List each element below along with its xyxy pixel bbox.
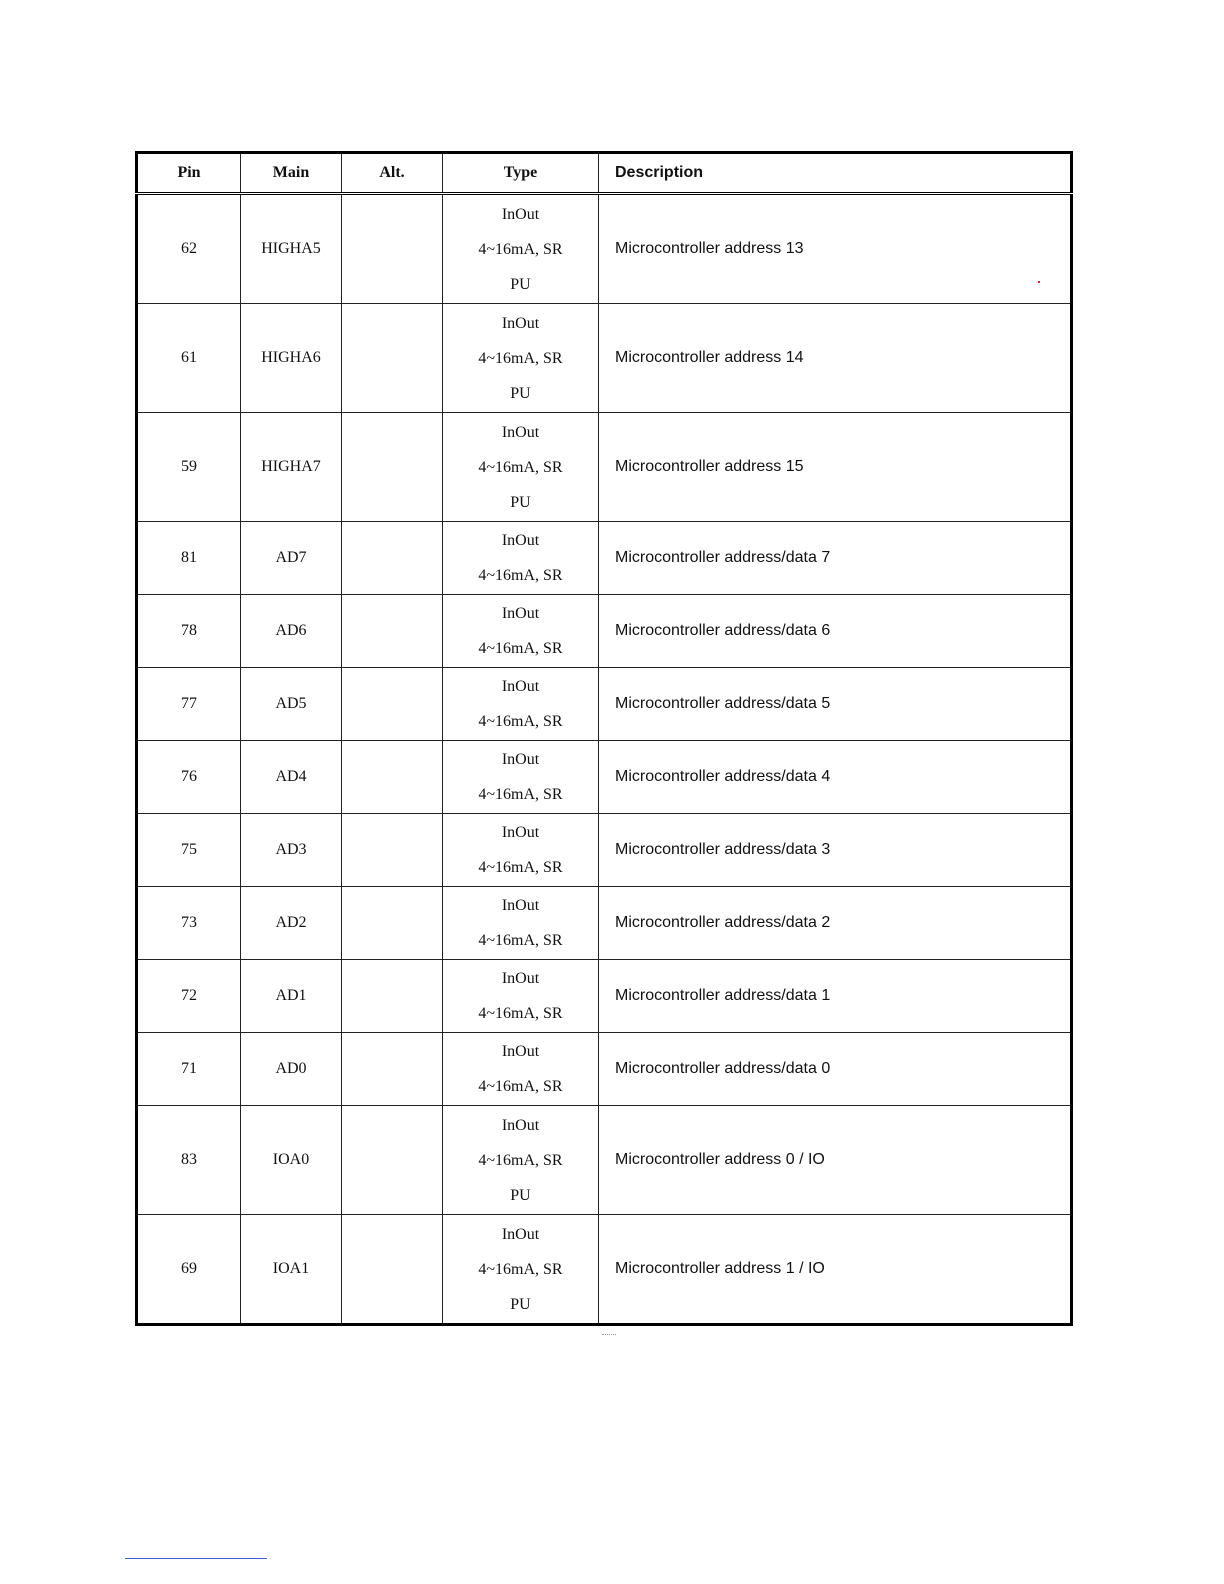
type-line: 4~16mA, SR bbox=[478, 349, 563, 367]
cell-pin: 61 bbox=[137, 304, 241, 413]
table-body bbox=[137, 194, 1072, 1325]
cell-type bbox=[443, 1033, 599, 1106]
cell-type bbox=[443, 1215, 599, 1325]
header-main: Main bbox=[241, 153, 342, 194]
cell-type bbox=[443, 413, 599, 522]
header-pin: Pin bbox=[137, 153, 241, 194]
cell-main: HIGHA6 bbox=[241, 304, 342, 413]
cell-type bbox=[443, 668, 599, 741]
type-line: 4~16mA, SR bbox=[478, 240, 563, 258]
type-line: InOut bbox=[501, 423, 540, 441]
type-line: 4~16mA, SR bbox=[478, 1005, 563, 1022]
cell-type bbox=[443, 304, 599, 413]
cell-main: AD5 bbox=[241, 668, 342, 741]
table-row bbox=[137, 960, 1072, 1033]
cell-type bbox=[443, 522, 599, 595]
cell-description: Microcontroller address/data 0 bbox=[599, 1033, 1072, 1106]
table-row bbox=[137, 194, 1072, 304]
cell-pin: 73 bbox=[137, 887, 241, 960]
table-row bbox=[137, 1106, 1072, 1215]
type-line: InOut bbox=[501, 751, 540, 768]
cell-pin: 59 bbox=[137, 413, 241, 522]
table-row bbox=[137, 741, 1072, 814]
cell-alt bbox=[342, 595, 443, 668]
cell-alt bbox=[342, 960, 443, 1033]
cell-type bbox=[443, 1106, 599, 1215]
cell-alt bbox=[342, 887, 443, 960]
cell-description: Microcontroller address 13 bbox=[599, 194, 1072, 304]
cell-main: AD2 bbox=[241, 887, 342, 960]
cell-main: AD7 bbox=[241, 522, 342, 595]
cell-description: Microcontroller address 15 bbox=[599, 413, 1072, 522]
table-row bbox=[137, 304, 1072, 413]
type-line: 4~16mA, SR bbox=[478, 859, 563, 876]
header-description: Description bbox=[599, 153, 1072, 194]
cell-main: AD0 bbox=[241, 1033, 342, 1106]
cell-description: Microcontroller address/data 7 bbox=[599, 522, 1072, 595]
cell-alt bbox=[342, 1106, 443, 1215]
cell-type bbox=[443, 887, 599, 960]
cell-main: AD3 bbox=[241, 814, 342, 887]
cell-description: Microcontroller address/data 4 bbox=[599, 741, 1072, 814]
cell-alt bbox=[342, 413, 443, 522]
type-line: 4~16mA, SR bbox=[478, 1078, 563, 1095]
cell-pin: 71 bbox=[137, 1033, 241, 1106]
type-line: PU bbox=[510, 1186, 531, 1204]
header-type: Type bbox=[443, 153, 599, 194]
cell-main: HIGHA7 bbox=[241, 413, 342, 522]
type-line: 4~16mA, SR bbox=[478, 458, 563, 476]
cell-pin: 62 bbox=[137, 194, 241, 304]
table-row bbox=[137, 1033, 1072, 1106]
type-line: 4~16mA, SR bbox=[478, 932, 563, 949]
type-line: InOut bbox=[501, 897, 540, 914]
cell-description: Microcontroller address/data 1 bbox=[599, 960, 1072, 1033]
cell-description: Microcontroller address/data 6 bbox=[599, 595, 1072, 668]
cell-alt bbox=[342, 194, 443, 304]
cell-alt bbox=[342, 304, 443, 413]
type-line: 4~16mA, SR bbox=[478, 1151, 563, 1169]
type-line: PU bbox=[510, 275, 531, 293]
type-line: 4~16mA, SR bbox=[478, 640, 563, 657]
type-line: InOut bbox=[501, 824, 540, 841]
type-line: PU bbox=[510, 1295, 531, 1313]
cell-alt bbox=[342, 814, 443, 887]
cell-pin: 75 bbox=[137, 814, 241, 887]
cell-pin: 81 bbox=[137, 522, 241, 595]
cell-main: HIGHA5 bbox=[241, 194, 342, 304]
type-line: InOut bbox=[501, 605, 540, 622]
cell-main: AD4 bbox=[241, 741, 342, 814]
cell-alt bbox=[342, 522, 443, 595]
cell-alt bbox=[342, 1033, 443, 1106]
type-line: 4~16mA, SR bbox=[478, 567, 563, 584]
cell-type bbox=[443, 741, 599, 814]
type-line: InOut bbox=[501, 1225, 540, 1243]
cell-type bbox=[443, 595, 599, 668]
cell-main: IOA1 bbox=[241, 1215, 342, 1325]
type-line: PU bbox=[510, 384, 531, 402]
table-row bbox=[137, 887, 1072, 960]
type-line: 4~16mA, SR bbox=[478, 1260, 563, 1278]
footnote-rule bbox=[125, 1558, 267, 1559]
cell-type bbox=[443, 960, 599, 1033]
cell-description: Microcontroller address 0 / IO bbox=[599, 1106, 1072, 1215]
cell-type bbox=[443, 194, 599, 304]
page-mark bbox=[602, 1334, 616, 1337]
cell-pin: 76 bbox=[137, 741, 241, 814]
type-line: InOut bbox=[501, 1116, 540, 1134]
cell-alt bbox=[342, 1215, 443, 1325]
table-row bbox=[137, 1215, 1072, 1325]
stray-mark bbox=[1038, 281, 1040, 283]
cell-description: Microcontroller address 14 bbox=[599, 304, 1072, 413]
type-line: InOut bbox=[501, 678, 540, 695]
cell-main: IOA0 bbox=[241, 1106, 342, 1215]
type-line: 4~16mA, SR bbox=[478, 713, 563, 730]
cell-description: Microcontroller address/data 5 bbox=[599, 668, 1072, 741]
cell-main: AD6 bbox=[241, 595, 342, 668]
cell-pin: 77 bbox=[137, 668, 241, 741]
cell-pin: 78 bbox=[137, 595, 241, 668]
type-line: 4~16mA, SR bbox=[478, 786, 563, 803]
table-row bbox=[137, 522, 1072, 595]
header-alt: Alt. bbox=[342, 153, 443, 194]
type-line: InOut bbox=[501, 532, 540, 549]
cell-pin: 83 bbox=[137, 1106, 241, 1215]
cell-description: Microcontroller address 1 / IO bbox=[599, 1215, 1072, 1325]
cell-type bbox=[443, 814, 599, 887]
cell-main: AD1 bbox=[241, 960, 342, 1033]
cell-description: Microcontroller address/data 2 bbox=[599, 887, 1072, 960]
cell-pin: 72 bbox=[137, 960, 241, 1033]
type-line: InOut bbox=[501, 205, 540, 223]
cell-pin: 69 bbox=[137, 1215, 241, 1325]
cell-description: Microcontroller address/data 3 bbox=[599, 814, 1072, 887]
cell-alt bbox=[342, 668, 443, 741]
table-row bbox=[137, 595, 1072, 668]
type-line: InOut bbox=[501, 970, 540, 987]
type-line: InOut bbox=[501, 1043, 540, 1060]
type-line: PU bbox=[510, 493, 531, 511]
table-header-row bbox=[137, 153, 1072, 194]
cell-alt bbox=[342, 741, 443, 814]
type-line: InOut bbox=[501, 314, 540, 332]
table-row bbox=[137, 668, 1072, 741]
table-row bbox=[137, 413, 1072, 522]
table-row bbox=[137, 814, 1072, 887]
pin-description-table bbox=[135, 151, 1073, 1326]
